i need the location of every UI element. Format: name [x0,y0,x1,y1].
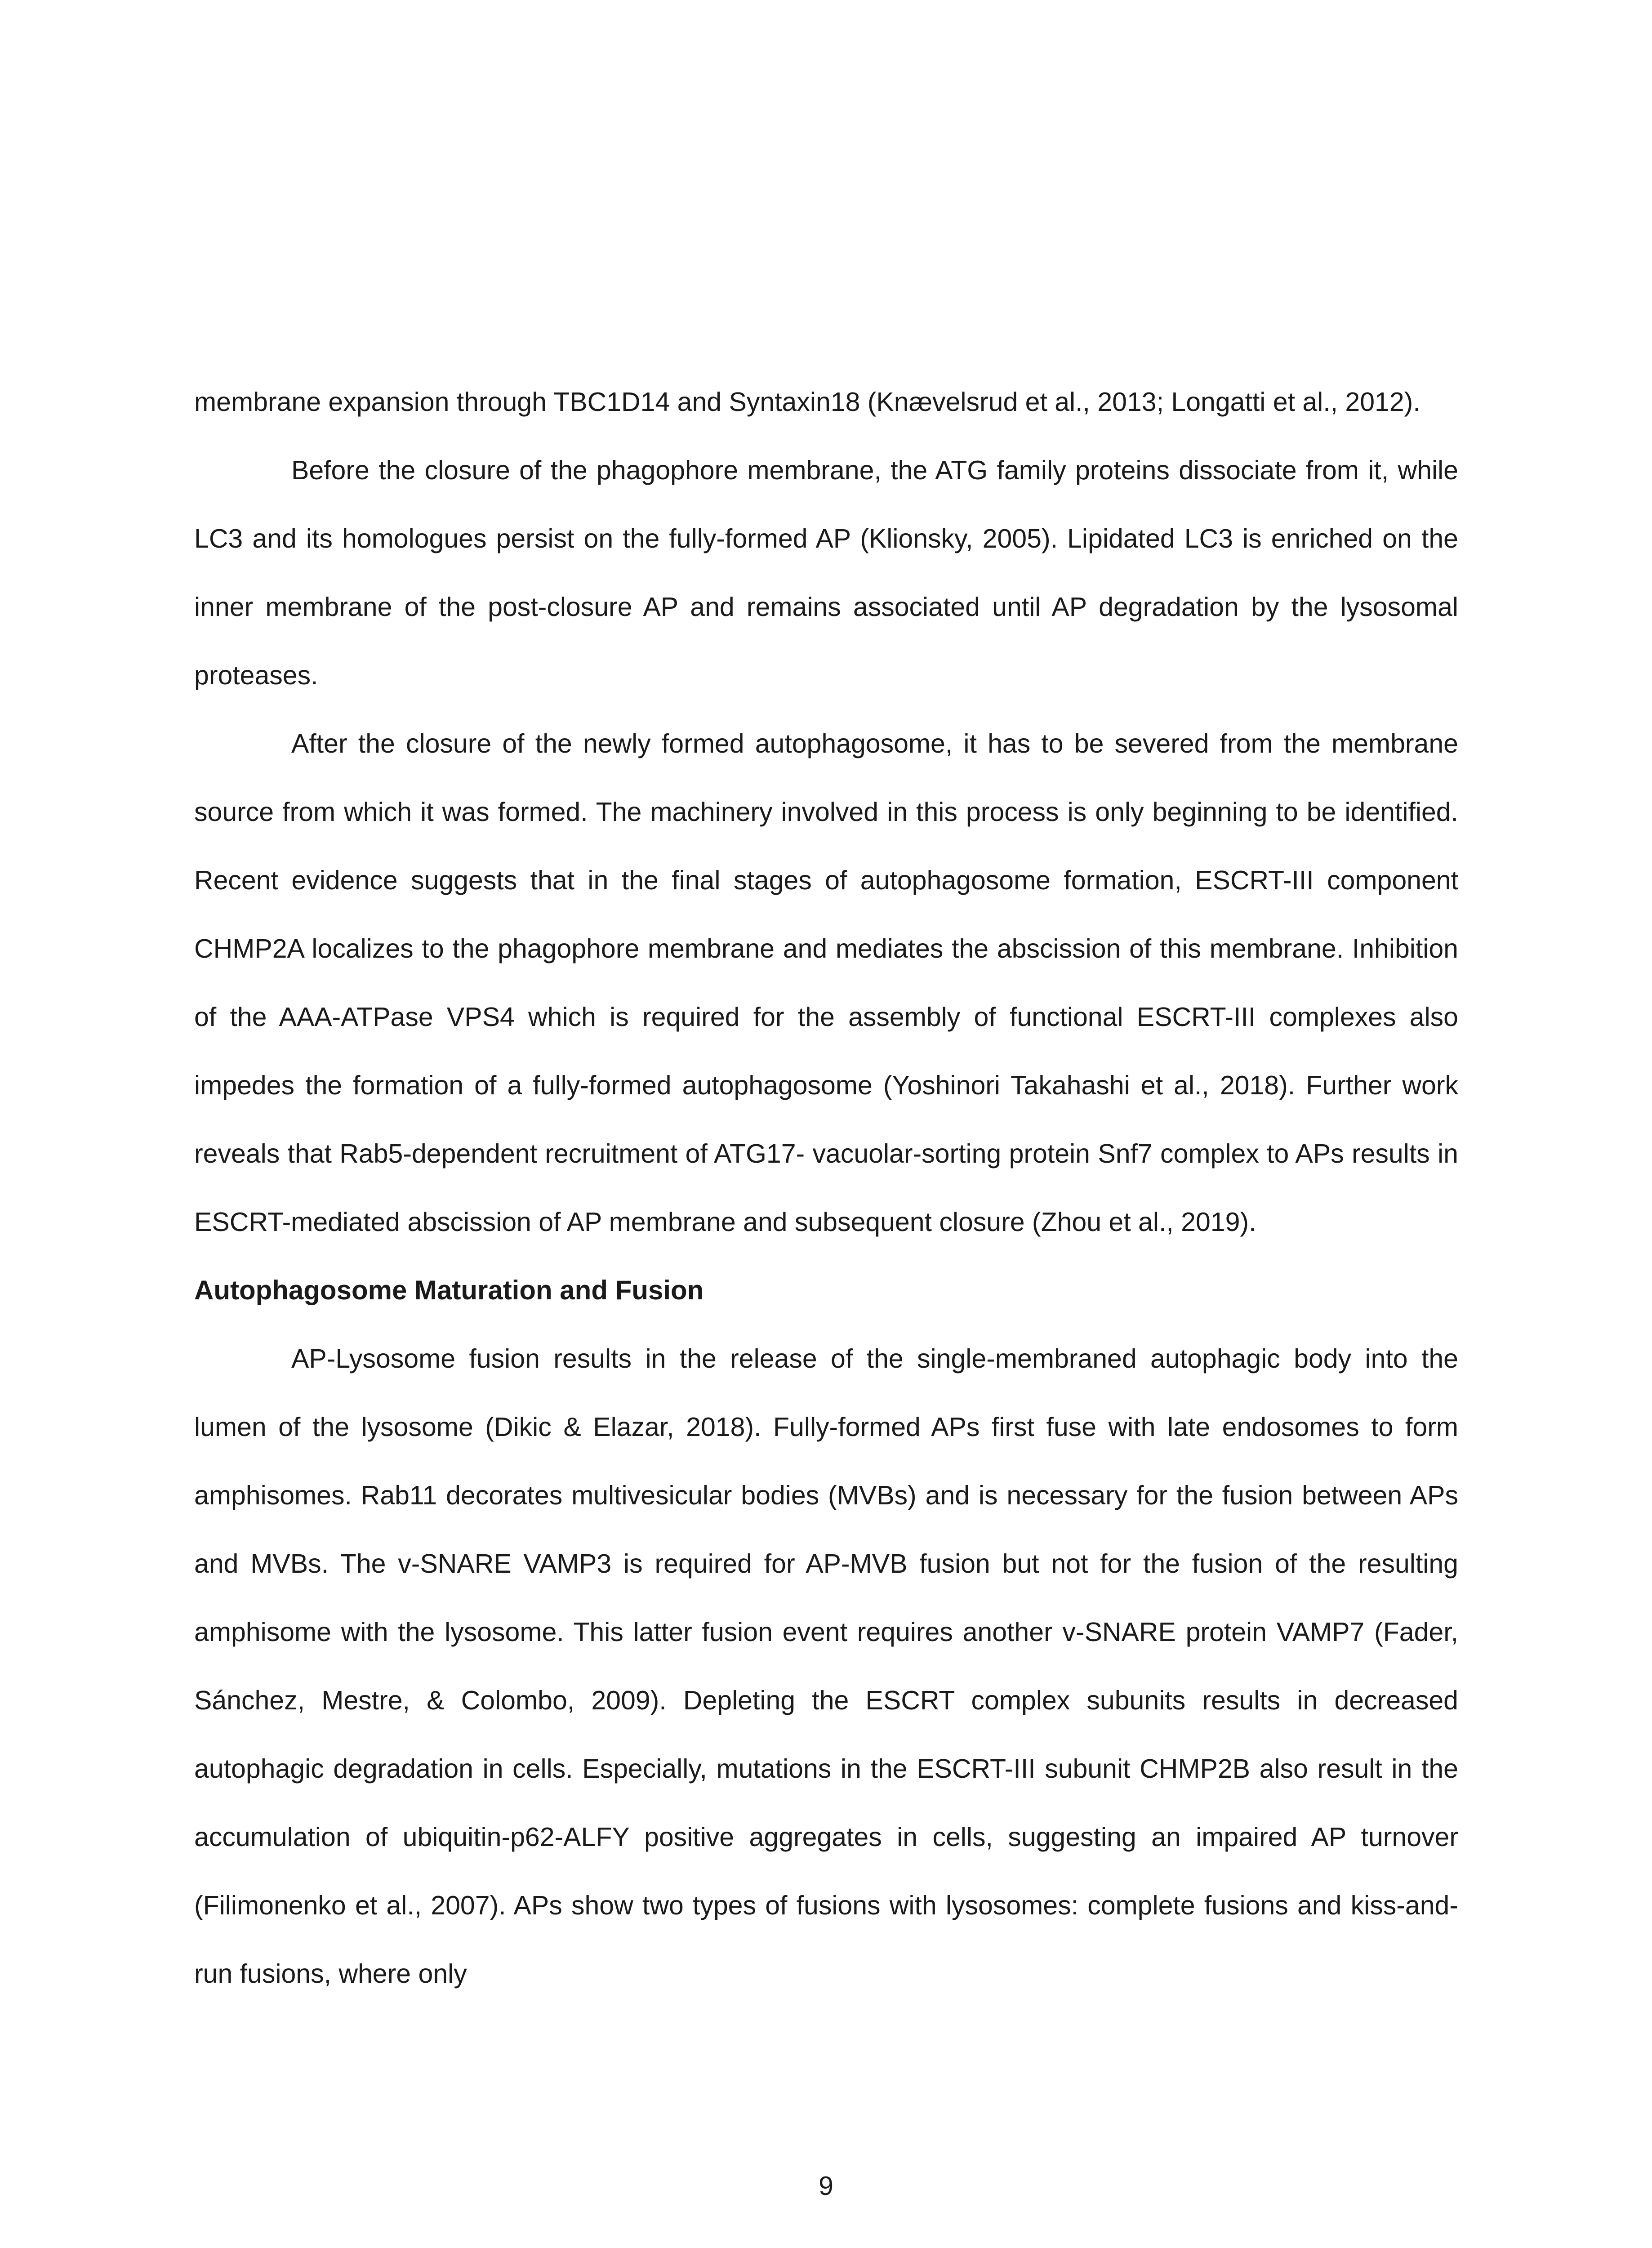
page-number: 9 [819,2171,833,2201]
section-heading: Autophagosome Maturation and Fusion [194,1275,704,1305]
paragraph-continuation: membrane expansion through TBC1D14 and Syntaxin18 (Knævelsrud et al., 2013; Longatti et al., 2012). [194,387,1420,417]
paragraph-phagophore-closure: Before the closure of the phagophore membrane, the ATG family proteins dissociate from it, while LC3 and its homologues persist on the fully-formed AP (Klionsky, 2005). Lipidated LC3 is enriched on the inner membrane of the post-closure AP and remains associated until AP degradation by the lysosomal proteases. [194,455,1458,690]
paragraph-autophagosome-abscission: After the closure of the newly formed autophagosome, it has to be severed from the membrane source from which it was formed. The machinery involved in this process is only beginning to be identified. Recent evidence suggests that in the final stages of autophagosome formation, ESCRT-III component CHMP2A localizes to the phagophore membrane and mediates the abscission of this membrane. Inhibition of the AAA-ATPase VPS4 which is required for the assembly of functional ESCRT-III complexes also impedes the formation of a fully-formed autophagosome (Yoshinori Takahashi et al., 2018). Further work reveals that Rab5-dependent recruitment of ATG17- vacuolar-sorting protein Snf7 complex to APs results in ESCRT-mediated abscission of AP membrane and subsequent closure (Zhou et al., 2019). [194,729,1458,1237]
paragraph-ap-lysosome-fusion: AP-Lysosome fusion results in the release of the single-membraned autophagic body into the lumen of the lysosome (Dikic & Elazar, 2018). Fully-formed APs first fuse with late endosomes to form amphisomes. Rab11 decorates multivesicular bodies (MVBs) and is necessary for the fusion between APs and MVBs. The v-SNARE VAMP3 is required for AP-MVB fusion but not for the fusion of the resulting amphisome with the lysosome. This latter fusion event requires another v-SNARE protein VAMP7 (Fader, Sánchez, Mestre, & Colombo, 2009). Depleting the ESCRT complex subunits results in decreased autophagic degradation in cells. Especially, mutations in the ESCRT-III subunit CHMP2B also result in the accumulation of ubiquitin-p62-ALFY positive aggregates in cells, suggesting an impaired AP turnover (Filimonenko et al., 2007). APs show two types of fusions with lysosomes: complete fusions and kiss-and-run fusions, where only [194,1344,1458,1989]
page-body [194,368,1458,2008]
